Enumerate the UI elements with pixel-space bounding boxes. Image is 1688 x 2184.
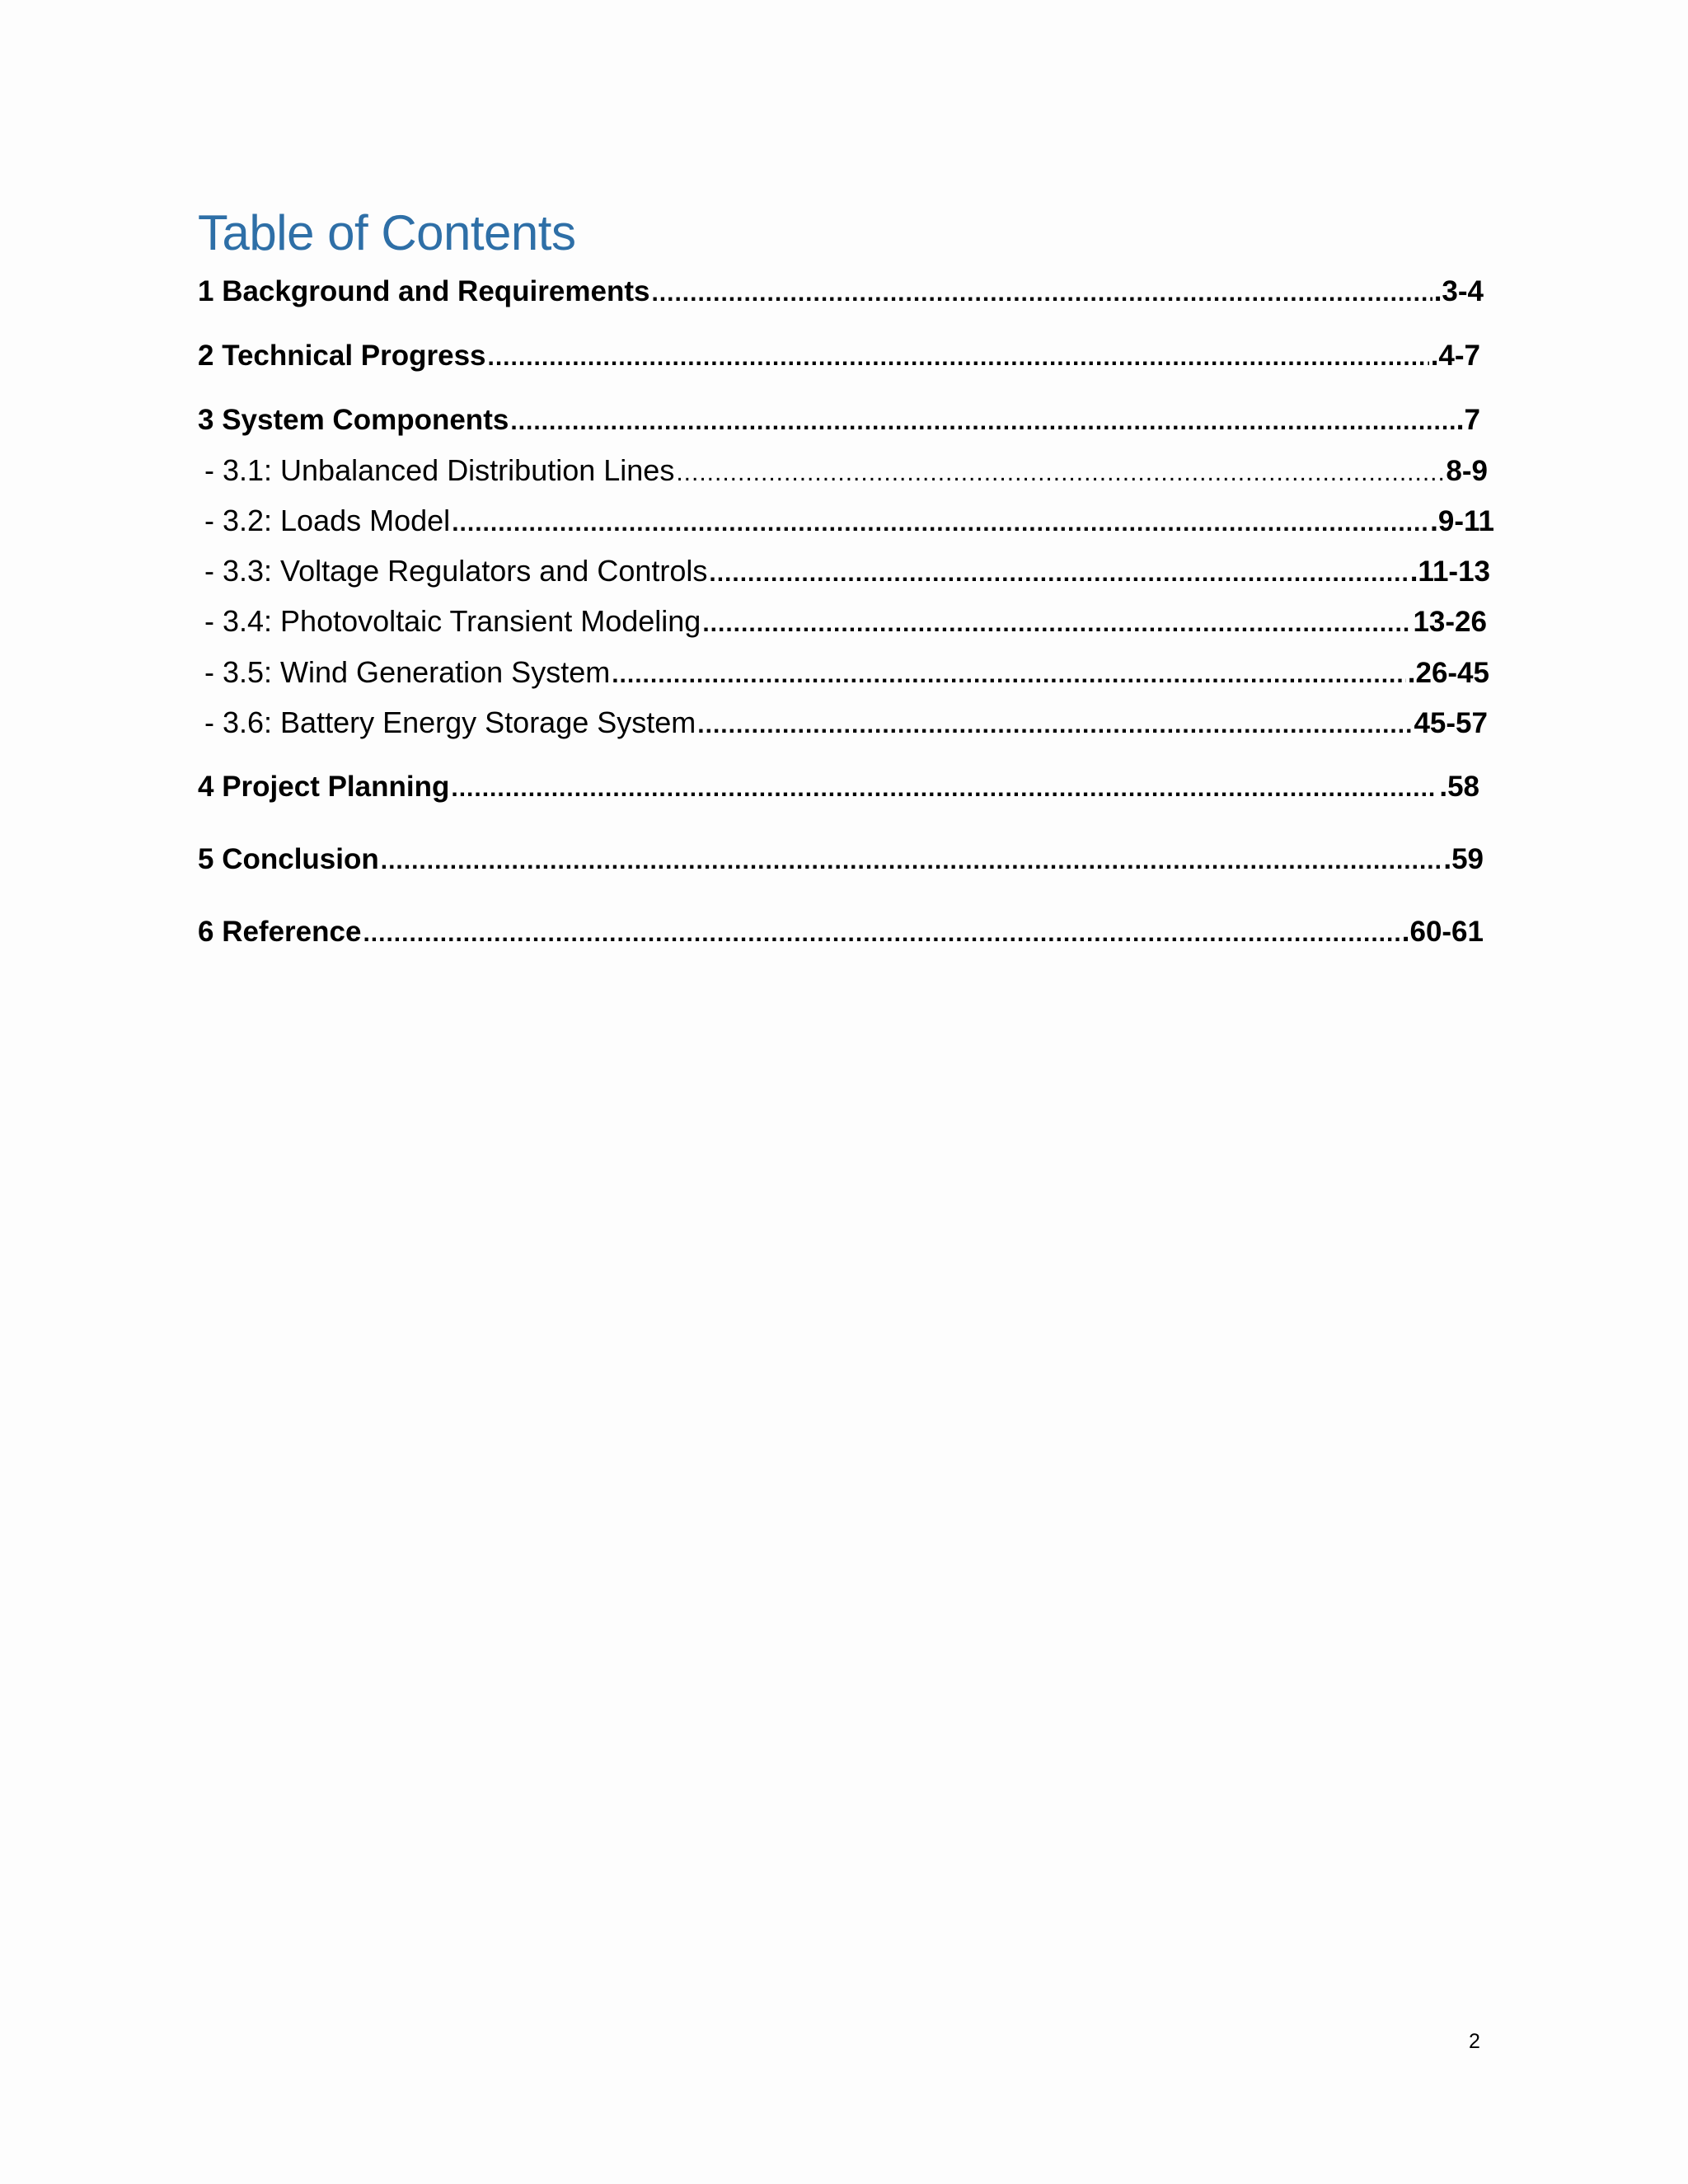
toc-entry-3-6[interactable] <box>198 701 1488 744</box>
toc-dot-leader <box>697 704 1412 747</box>
toc-entry-pages: .7 <box>1456 404 1480 436</box>
toc-entry-label: 5 Conclusion <box>198 843 379 875</box>
toc-entry-3-1[interactable] <box>198 449 1488 492</box>
toc-entry-pages: .3-4 <box>1433 275 1484 307</box>
toc-entry-pages: .26-45 <box>1407 657 1489 689</box>
toc-entry-pages: 8-9 <box>1446 455 1488 487</box>
toc-entry-pages: 45-57 <box>1414 707 1488 739</box>
toc-entry-label: - 3.2: Loads Model <box>204 504 451 537</box>
toc-entry-project-planning[interactable] <box>198 766 1479 808</box>
toc-entry-3-4[interactable] <box>198 600 1487 643</box>
toc-dot-leader <box>451 767 1437 810</box>
toc-entry-label: - 3.1: Unbalanced Distribution Lines <box>204 453 675 487</box>
toc-entry-label: 2 Technical Progress <box>198 340 486 372</box>
toc-entry-3-3[interactable] <box>198 550 1490 593</box>
toc-dot-leader <box>510 401 1454 443</box>
toc-entry-label: 1 Background and Requirements <box>198 275 650 307</box>
toc-entry-label: - 3.3: Voltage Regulators and Controls <box>204 554 708 588</box>
toc-title: Table of Contents <box>198 205 576 260</box>
toc-entry-pages: 13-26 <box>1413 606 1487 638</box>
toc-entry-system-components[interactable] <box>198 399 1480 442</box>
toc-entry-3-5[interactable] <box>198 651 1489 694</box>
toc-entry-label: - 3.6: Battery Energy Storage System <box>204 705 696 739</box>
toc-dot-leader <box>381 840 1442 883</box>
toc-dot-leader <box>488 336 1429 379</box>
toc-entry-pages: .60-61 <box>1401 916 1484 948</box>
toc-dot-leader <box>651 272 1432 315</box>
toc-entry-reference[interactable] <box>198 911 1484 954</box>
toc-dot-leader <box>676 452 1444 494</box>
toc-entry-label: - 3.5: Wind Generation System <box>204 655 611 689</box>
toc-entry-background[interactable] <box>198 270 1484 313</box>
toc-entry-pages: .59 <box>1443 843 1484 875</box>
toc-entry-pages: .4-7 <box>1430 340 1480 372</box>
toc-entry-label: 4 Project Planning <box>198 771 450 803</box>
toc-entry-technical-progress[interactable] <box>198 335 1480 377</box>
toc-dot-leader <box>363 912 1400 955</box>
toc-dot-leader <box>452 502 1428 545</box>
toc-entry-label: - 3.4: Photovoltaic Transient Modeling <box>204 604 701 638</box>
toc-dot-leader <box>612 654 1406 696</box>
toc-entry-pages: .11-13 <box>1409 555 1490 588</box>
toc-entry-3-2[interactable] <box>198 499 1494 542</box>
toc-entry-label: 6 Reference <box>198 916 362 948</box>
toc-entry-conclusion[interactable] <box>198 838 1484 881</box>
toc-dot-leader <box>709 552 1408 595</box>
toc-entry-pages: .58 <box>1439 771 1479 803</box>
toc-entry-label: 3 System Components <box>198 404 509 436</box>
toc-dot-leader <box>702 602 1411 645</box>
toc-entry-pages: .9-11 <box>1430 505 1494 537</box>
page-number: 2 <box>1469 2030 1480 2053</box>
